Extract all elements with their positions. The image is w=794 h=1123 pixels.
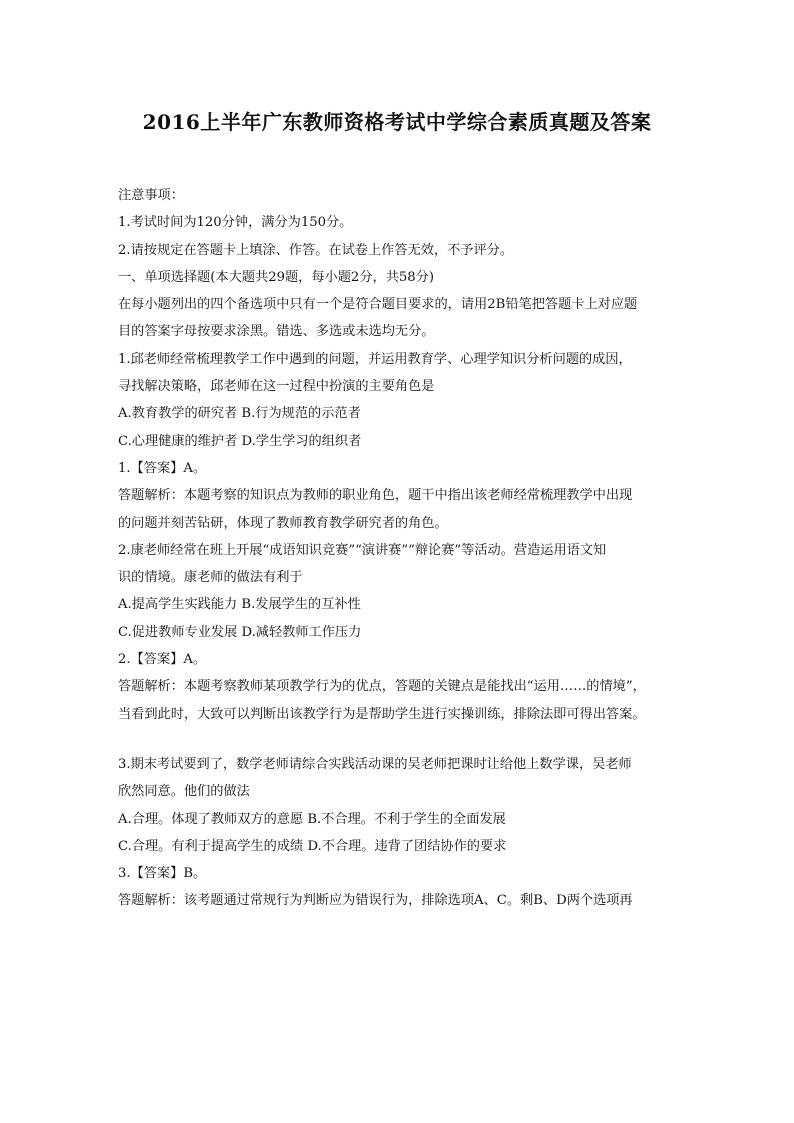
section-heading: 一、单项选择题(本大题共29题，每小题2分，共58分) bbox=[118, 269, 434, 285]
question-text: 2.康老师经常在班上开展“成语知识竞赛”“演讲赛”“辩论赛”等活动。营造运用语文知 bbox=[118, 542, 607, 558]
question-options: A.提高学生实践能力 B.发展学生的互补性 bbox=[118, 597, 361, 613]
document-body bbox=[118, 182, 688, 915]
question-text: 寻找解决策略，邱老师在这一过程中扮演的主要角色是 bbox=[118, 379, 435, 395]
answer-line: 1.【答案】A。 bbox=[118, 460, 207, 476]
answer-explanation: 答题解析：本题考察教师某项教学行为的优点，答题的关键点是能找出“运用……的情境”， bbox=[118, 679, 646, 695]
answer-line: 2.【答案】A。 bbox=[118, 652, 207, 668]
notice-item: 1.考试时间为120分钟，满分为150分。 bbox=[118, 215, 353, 231]
question-text: 欣然同意。他们的做法 bbox=[118, 784, 250, 800]
answer-explanation: 的问题并刻苦钻研，体现了教师教育教学研究者的角色。 bbox=[118, 515, 448, 531]
instruction-text: 目的答案字母按要求涂黑。错选、多选或未选均无分。 bbox=[118, 324, 435, 340]
question-text: 1.邱老师经常梳理教学工作中遇到的问题，并运用教育学、心理学知识分析问题的成因， bbox=[118, 351, 632, 367]
answer-explanation: 当看到此时，大致可以判断出该教学行为是帮助学生进行实操训练，排除法即可得出答案。 bbox=[118, 706, 646, 722]
document-title: 2016上半年广东教师资格考试中学综合素质真题及答案 bbox=[142, 110, 652, 134]
notice-item: 2.请按规定在答题卡上填涂、作答。在试卷上作答无效，不予评分。 bbox=[118, 242, 514, 258]
question-options: A.合理。体现了教师双方的意愿 B.不合理。不利于学生的全面发展 bbox=[118, 811, 506, 827]
question-options: C.合理。有利于提高学生的成绩 D.不合理。违背了团结协作的要求 bbox=[118, 838, 507, 854]
question-text: 3.期末考试要到了，数学老师请综合实践活动课的吴老师把课时让给他上数学课，吴老师 bbox=[118, 756, 632, 772]
instruction-text: 在每小题列出的四个备选项中只有一个是符合题目要求的，请用2B铅笔把答题卡上对应题 bbox=[118, 297, 638, 313]
notice-heading: 注意事项： bbox=[118, 188, 184, 203]
question-options: C.心理健康的维护者 D.学生学习的组织者 bbox=[118, 433, 362, 449]
answer-explanation: 答题解析：该考题通过常规行为判断应为错误行为，排除选项A、C。剩B、D两个选项再 bbox=[118, 893, 633, 909]
question-text: 识的情境。康老师的做法有利于 bbox=[118, 570, 303, 586]
answer-line: 3.【答案】B。 bbox=[118, 866, 207, 882]
question-options: A.教育教学的研究者 B.行为规范的示范者 bbox=[118, 406, 361, 422]
answer-explanation: 答题解析：本题考察的知识点为教师的职业角色，题干中指出该老师经常梳理教学中出现 bbox=[118, 488, 633, 504]
question-options: C.促进教师专业发展 D.减轻教师工作压力 bbox=[118, 624, 362, 640]
paragraph-gap bbox=[118, 728, 688, 751]
